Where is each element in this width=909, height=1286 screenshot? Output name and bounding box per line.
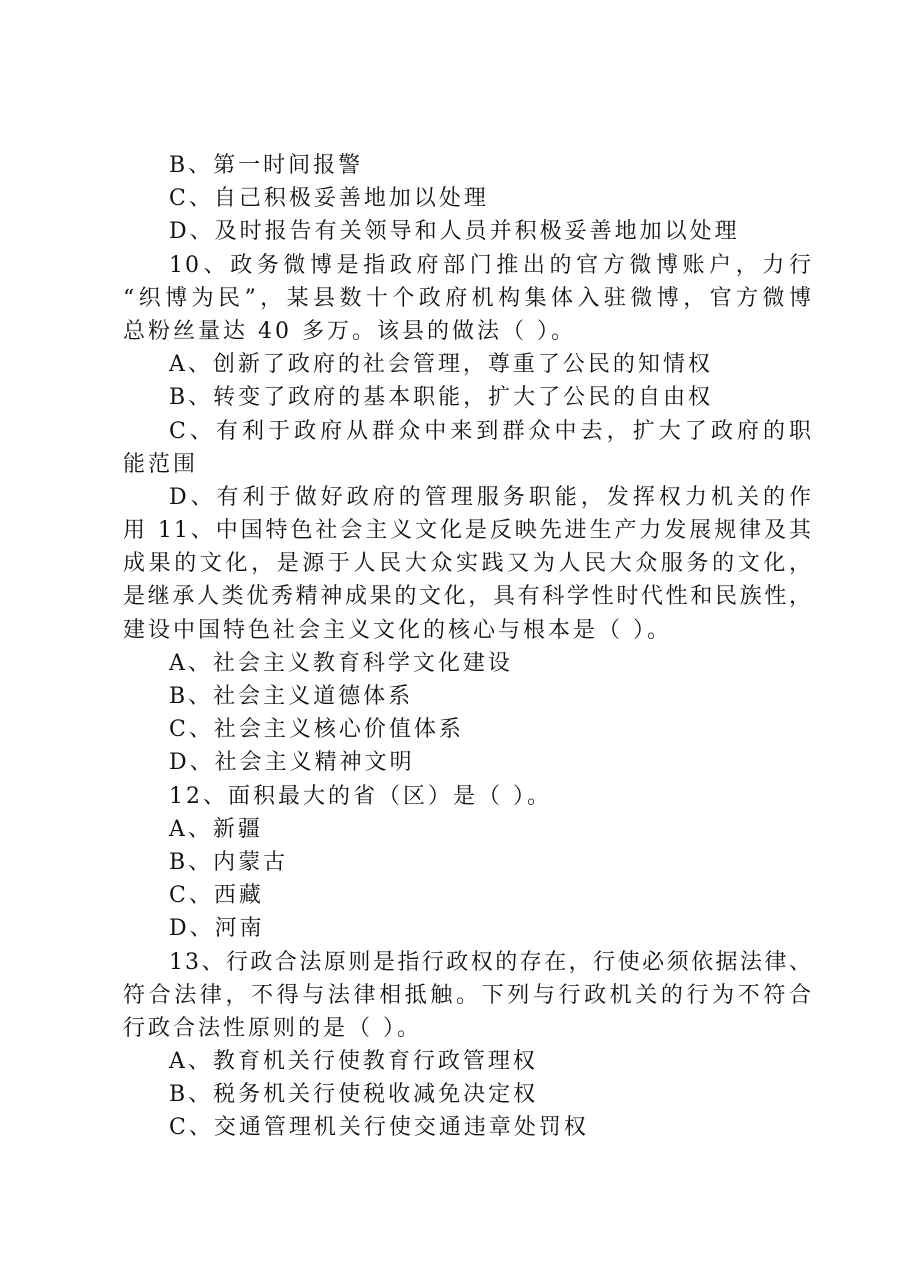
- question-10-line-2: “织博为民”，某县数十个政府机构集体入驻微博，官方微博: [123, 285, 813, 311]
- option-9b: B、第一时间报警: [169, 153, 364, 178]
- option-13b: B、税务机关行使税收减免决定权: [169, 1082, 539, 1108]
- option-12d: D、河南: [169, 916, 265, 942]
- option-12b: B、内蒙古: [169, 849, 289, 875]
- option-10d-line-1: D、有利于做好政府的管理服务职能，发挥权力机关的作: [169, 484, 813, 510]
- question-11-line-1: 用 11、中国特色社会主义文化是反映先进生产力发展规律及其: [123, 518, 813, 544]
- question-11-line-2: 成果的文化，是源于人民大众实践又为人民大众服务的文化，: [123, 551, 813, 577]
- option-13a: A、教育机关行使教育行政管理权: [169, 1049, 538, 1075]
- question-11-line-4: 建设中国特色社会主义文化的核心与根本是（ ）。: [123, 617, 672, 643]
- option-11c: C、社会主义核心价值体系: [169, 717, 464, 743]
- option-10c-line-2: 能范围: [123, 451, 199, 477]
- question-10-line-1: 10、政务微博是指政府部门推出的官方微博账户，力行: [169, 252, 813, 278]
- option-11d: D、社会主义精神文明: [169, 750, 415, 776]
- question-12: 12、面积最大的省（区）是（ ）。: [169, 783, 552, 809]
- option-12c: C、西藏: [169, 883, 264, 909]
- option-10c-line-1: C、有利于政府从群众中来到群众中去，扩大了政府的职: [169, 418, 813, 444]
- question-10-line-3: 总粉丝量达 40 多万。该县的做法（ ）。: [123, 318, 576, 344]
- option-10a: A、创新了政府的社会管理，尊重了公民的知情权: [169, 352, 713, 378]
- question-13-line-1: 13、行政合法原则是指行政权的存在，行使必须依据法律、: [169, 949, 813, 975]
- option-9c: C、自己积极妥善地加以处理: [169, 186, 489, 212]
- question-13-line-3: 行政合法性原则的是（ ）。: [123, 1015, 422, 1041]
- option-10b: B、转变了政府的基本职能，扩大了公民的自由权: [169, 385, 714, 411]
- option-11a: A、社会主义教育科学文化建设: [169, 650, 513, 676]
- document-body: [123, 149, 813, 1145]
- question-11-line-3: 是继承人类优秀精神成果的文化，具有科学性时代性和民族性，: [123, 584, 813, 610]
- option-9d: D、及时报告有关领导和人员并积极妥善地加以处理: [169, 219, 740, 245]
- question-13-line-2: 符合法律，不得与法律相抵触。下列与行政机关的行为不符合: [123, 982, 813, 1008]
- option-12a: A、新疆: [169, 816, 263, 842]
- option-11b: B、社会主义道德体系: [169, 684, 414, 709]
- option-13c: C、交通管理机关行使交通违章处罚权: [169, 1115, 589, 1141]
